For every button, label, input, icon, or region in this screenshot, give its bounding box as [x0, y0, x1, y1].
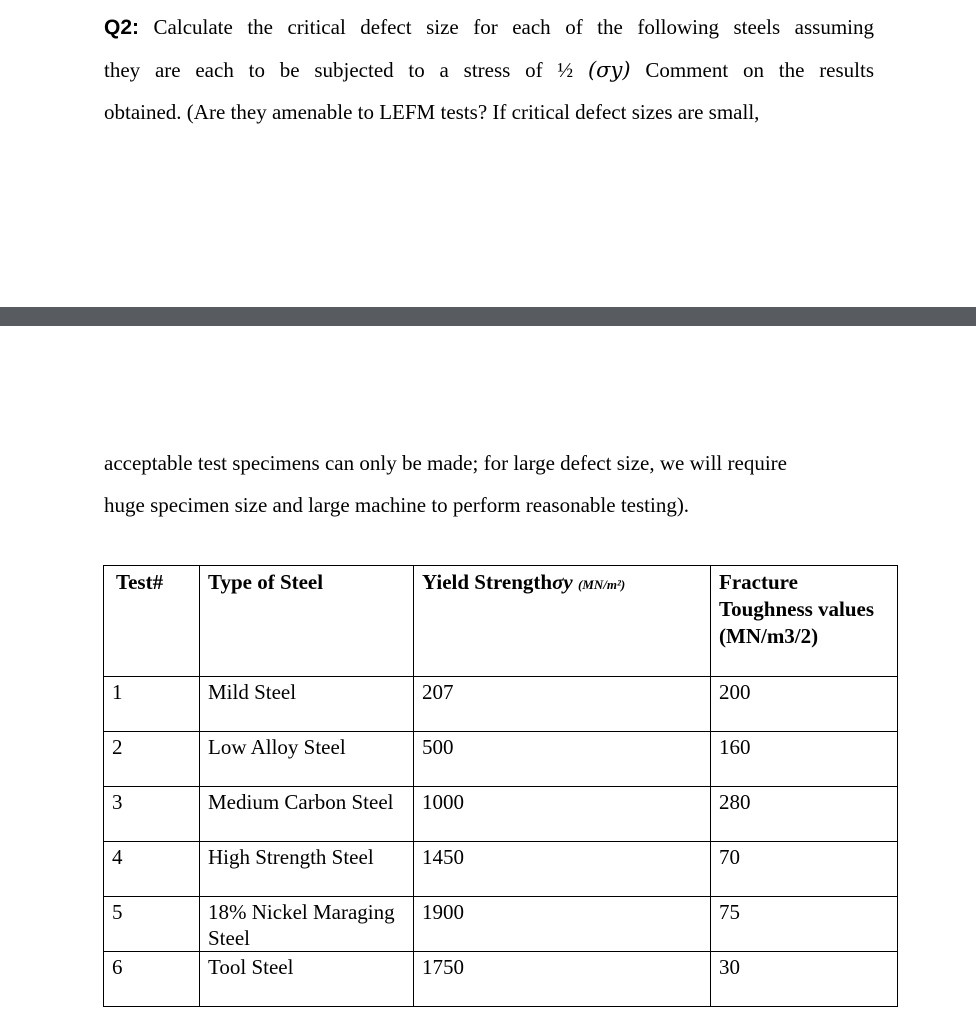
cell-yield: 500: [414, 732, 711, 787]
cell-yield: 1900: [414, 897, 711, 952]
header-toughness-unit: (MN/m3/2): [719, 624, 819, 648]
cell-toughness: 280: [711, 787, 898, 842]
cell-toughness: 160: [711, 732, 898, 787]
question-text-2b: Comment on the results: [645, 58, 875, 82]
cell-type: Medium Carbon Steel: [200, 787, 414, 842]
cell-toughness: 70: [711, 842, 898, 897]
cell-type: 18% Nickel Maraging Steel: [200, 897, 414, 952]
table-row: [104, 732, 898, 787]
table-row: [104, 897, 898, 952]
question-paragraph-bottom: [104, 442, 874, 526]
page-divider: [0, 307, 976, 326]
cell-test: 5: [104, 897, 200, 952]
cell-test: 1: [104, 677, 200, 732]
question-text-2a: they are each to be subjected to a stress of: [104, 58, 543, 82]
table-row: [104, 787, 898, 842]
table-row: [104, 952, 898, 1007]
cell-test: 2: [104, 732, 200, 787]
table-row: [104, 677, 898, 732]
cell-yield: 1450: [414, 842, 711, 897]
cell-test: 4: [104, 842, 200, 897]
cell-type: Low Alloy Steel: [200, 732, 414, 787]
question-paragraph-top: [104, 6, 874, 133]
sigma-y-symbol: (σy): [587, 58, 631, 82]
cell-toughness: 75: [711, 897, 898, 952]
question-text-1: Calculate the critical defect size for each of the following steels assuming: [153, 15, 875, 39]
cell-type: Mild Steel: [200, 677, 414, 732]
cell-yield: 1750: [414, 952, 711, 1007]
question-line-4: acceptable test specimens can only be made; for large defect size, we will require: [104, 451, 787, 475]
cell-toughness: 200: [711, 677, 898, 732]
header-yield-label: Yield Strength: [422, 570, 553, 594]
question-line-5: huge specimen size and large machine to perform reasonable testing).: [104, 493, 690, 517]
cell-yield: 207: [414, 677, 711, 732]
cell-type: Tool Steel: [200, 952, 414, 1007]
table-header-row: [104, 566, 898, 677]
cell-test: 6: [104, 952, 200, 1007]
question-line-1: [104, 6, 874, 49]
header-toughness: [711, 566, 898, 677]
question-label: Q2:: [104, 16, 140, 39]
header-type: Type of Steel: [200, 566, 414, 677]
header-yield-symbol: σy: [552, 570, 573, 594]
question-line-3: obtained. (Are they amenable to LEFM tests? If critical defect sizes are small,: [104, 100, 760, 124]
header-yield: [414, 566, 711, 677]
question-line-2: [104, 49, 874, 91]
table-row: [104, 842, 898, 897]
header-toughness-label: Fracture Toughness values: [719, 570, 875, 621]
cell-yield: 1000: [414, 787, 711, 842]
cell-type: High Strength Steel: [200, 842, 414, 897]
cell-toughness: 30: [711, 952, 898, 1007]
cell-test: 3: [104, 787, 200, 842]
header-yield-unit: (MN/m²): [578, 577, 626, 592]
steel-properties-table: [103, 565, 898, 1007]
half-fraction: ½: [557, 58, 574, 82]
header-test: Test#: [104, 566, 200, 677]
